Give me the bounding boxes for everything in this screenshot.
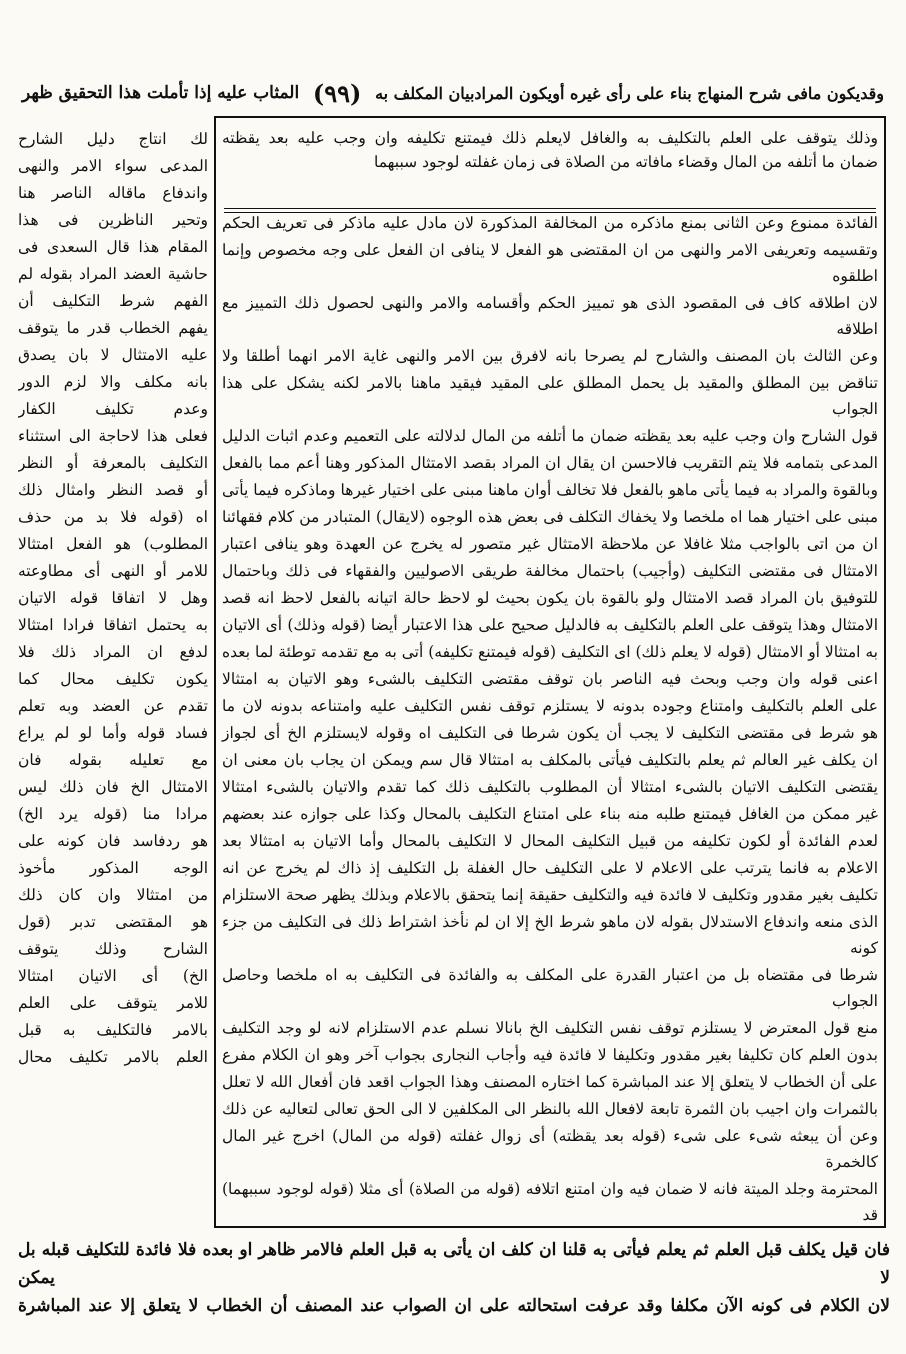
margin-line: فعلى هذا لاحاجة الى استثناء	[18, 427, 208, 445]
margin-line: واندفاع ماقاله الناصر هنا	[18, 184, 208, 202]
commentary-line: ان يكلف غير العالم ثم يعلم بالتكليف فيأتى بالمكلف به امتثالا قال سم ويمكن ان يجاب بان معنى ان	[222, 751, 878, 769]
commentary-line: المدعى بتمامه فلا يتم التقريب فالاحسن ان يقال ان المراد بقصد الامتثال المذكور وهنا أعم مما بالفعل	[222, 454, 878, 472]
footer-line: لان الكلام فى كونه الآن مكلفا وقد عرفت استحالته على ان الصواب عند المصنف أن الخطاب لا يتعلق إلا عند المباشرة	[18, 1296, 890, 1316]
commentary-line: وبالقوة والمراد به فيما يأتى ماهو بالفعل فلا تخالف أوان ماهنا مبنى على اختيار غيرها وماذكره فيما يأتى	[222, 481, 878, 499]
commentary-line: هو شرط فى مقتضى التكليف لا يجب أن يكون شرطا فى التكليف اه وقوله لايستلزم الخ أى لجواز	[222, 724, 878, 742]
commentary-line: وعن الثالث بان المصنف والشارح لم يصرحا بانه لافرق بين الامر والنهى غاية الامر انهما أطلقا ولا	[222, 347, 878, 365]
margin-line: للامر يتوقف على العلم	[18, 994, 208, 1012]
margin-line: هو المقتضى تدبر (قول	[18, 913, 208, 931]
commentary-line: على العلم بالتكليف وامتناع وجوده بدونه لا يستلزم توقف نفس التكليف عليه وامتناعه بدونه لان ما	[222, 697, 878, 715]
margin-line: فساد قوله وأما لو لم يراع	[18, 724, 208, 742]
commentary-line: مبنى على اختيار هما اه ملخصا ولا يخفاك التكلف فى بعض هذه الوجوه (لايقال) المتبادر من كلام فقهائنا	[222, 508, 878, 526]
commentary-line: لعدم الفائدة أو لكون تكليفه من قبيل التكليف المحال لا التكليف بالمحال وأما الاتيان به امتثالا بعد	[222, 832, 878, 850]
commentary-line: المحترمة وجلد الميتة فانه لا ضمان فيه وان امتنع اتلافه (قوله من الصلاة) أى مثلا (قوله لوجود سببهما) قد	[222, 1180, 878, 1224]
margin-line: تقدم عن العضد وبه تعلم	[18, 697, 208, 715]
commentary-line: لان اطلاقه كاف فى المقصود الذى هو تمييز الحكم وأقسامه والامر والنهى لحصول ذلك التمييز مع اطلاقه	[222, 294, 878, 338]
commentary-line: بدون العلم كان تكليفا بغير مقدور وتكليفا لا فائدة فيه وأجاب النجارى بجواب آخر وهو ان الكلام مفرع	[222, 1046, 878, 1064]
margin-line: العلم بالامر تكليف محال	[18, 1048, 208, 1066]
commentary-line: غير ممكن من الغافل فيمتنع طلبه منه بناء على امتناع التكليف بالمحال وكذا على جوازه عند بعضهم	[222, 805, 878, 823]
matn-line: ضمان ما أتلفه من المال وقضاء مافاته من الصلاة فى زمان غفلته لوجود سببهما	[373, 153, 878, 171]
commentary-line: تكليف بغير مقدور وتكليف لا فائدة فيه والتكليف حقيقة إنما يتحقق بالاعلام وبذلك يظهر صحة الاستلزام	[222, 886, 878, 904]
commentary-line: اعنى قوله وان وجب وبحث فيه الناصر بان توقف مقتضى التكليف بالشىء وهو الاتيان به امتثالا	[222, 670, 878, 688]
commentary-line: يقتضى التكليف الاتيان بالشىء امتثالا أن المطلوب بالتكليف ذلك كما تقدم والاتيان بالشىء امتثالا	[222, 778, 878, 796]
margin-line: هو ردفاسد فان كونه على	[18, 832, 208, 850]
commentary-line: منع قول المعترض لا يستلزم توقف نفس التكليف الخ بانالا نسلم عدم الاستلزام لانه لو وجد التكليف	[222, 1019, 878, 1037]
commentary-line: به امتثالا أو الامتثال (قوله لا يعلم ذلك) اى التكليف (قوله فيمتنع تكليفه) أتى به مع تقدمه توطئة لما بعده	[222, 643, 878, 661]
margin-line: من امتثالا وان كان ذلك	[18, 886, 208, 904]
commentary-line: بالثمرات وان اجيب بان الثمرة تابعة لافعال الله بالنظر الى المكلفين لا الى الحق تعالى لتعاليه عن ذلك	[222, 1100, 878, 1118]
commentary-line: وعن أن يبعثه شىء على شىء (قوله بعد يقظته) أى زوال غفلته (قوله من المال) اخرج غير المال كالخمرة	[222, 1127, 878, 1171]
header-right-title: وقديكون مافى شرح المنهاج بناء على رأى غيره أويكون المرادبيان المكلف به	[375, 83, 884, 103]
margin-line: مع تعليله بقوله فان	[18, 751, 208, 769]
margin-line: المطلوب) هو الفعل امتثالا	[18, 535, 208, 553]
commentary-line: تناقض بين المطلق والمقيد بل يحمل المطلق على المقيد فيقيد ماهنا بالامر لكنه يشكل على هذا الجواب	[222, 374, 878, 418]
margin-line: الخ) أى الاتيان امتثالا	[18, 967, 208, 985]
commentary-line: شرطا فى مقتضاه بل من اعتبار القدرة على المكلف به والفائدة فى التكليف به اه ملخصا وحاصل الجواب	[222, 966, 878, 1010]
commentary-line: الامتثال وهذا يتوقف على العلم بالتكليف به فالدليل صحيح على هذا الاعتبار أيضا (قوله وذلك) أى الاتيان	[222, 616, 878, 634]
margin-line: بانه مكلف والا لزم الدور	[18, 373, 208, 391]
margin-line: المدعى سواء الامر والنهى	[18, 157, 208, 175]
header-left-title: المثاب عليه إذا تأملت هذا التحقيق ظهر	[22, 83, 300, 103]
margin-line: المقام هذا قال السعدى فى	[18, 238, 208, 256]
matn-text-block	[222, 126, 878, 174]
margin-line: بالامر فالتكليف به قبل	[18, 1021, 208, 1039]
margin-line: وعدم تكليف الكفار	[18, 400, 208, 418]
commentary-text-block	[222, 210, 878, 1229]
margin-line: التكليف بالمعرفة أو النظر	[18, 454, 208, 472]
commentary-line: الامتثال فى مقتضى التكليف (وأجيب) باحتمال مخالفة طريقى الاصوليين والفقهاء فى ذلك وباحتمال	[222, 562, 878, 580]
margin-line: وهل لا اتفاقا قوله الاتيان	[18, 589, 208, 607]
margin-line: به يحتمل اتفاقا فرادا امتثالا	[18, 616, 208, 634]
margin-line: الشارح وذلك يتوقف	[18, 940, 208, 958]
margin-line: الوجه المذكور مأخوذ	[18, 859, 208, 877]
commentary-line: الذى منعه واندفاع الاستدلال بقوله لان ماهو شرط الخ إلا ان لم نأخذ اشتراط ذلك فى التكليف من جزء كونه	[222, 913, 878, 957]
page-header	[22, 68, 884, 118]
margin-line: وتحير الناظرين فى هذا	[18, 211, 208, 229]
commentary-line: للتوفيق بان المراد قصد الامتثال ولو بالقوة بان يكون بحيث لو لاحظ حالة اتيانه بالفعل لاحظ انه قصد	[222, 589, 878, 607]
margin-line: للامر أو النهى أى مطاوعته	[18, 562, 208, 580]
page-number: (٩٩)	[312, 78, 362, 108]
margin-line: يكون تكليف محال كما	[18, 670, 208, 688]
commentary-line: الفائدة ممنوع وعن الثانى بمنع ماذكره من المخالفة المذكورة لان مادل عليه ماذكر فى تعريف الحكم	[222, 214, 878, 232]
margin-line: الامتثال الخ فان ذلك ليس	[18, 778, 208, 796]
footer-text-block	[18, 1236, 890, 1320]
commentary-line: ان من اتى بالواجب مثلا غافلا عن ملاحظة الامتثال غير متصور له يخرج عن العهدة وهو ينافى اعتبار	[222, 535, 878, 553]
margin-line: يفهم الخطاب قدر ما يتوقف	[18, 319, 208, 337]
margin-line: لك انتاج دليل الشارح	[18, 130, 208, 148]
commentary-line: الاعلام به فانما يترتب على الاعلام لا على التكليف حال الغفلة بل التكليف إذ ذاك لم يخرج عن انه	[222, 859, 878, 877]
margin-line: لدفع ان المراد ذلك فلا	[18, 643, 208, 661]
commentary-line: وتقسيمه وتعريفى الامر والنهى من ان المقتضى هو الفعل لا ينافى ان الفعل على وجه مخصوص وإنما اطلقوه	[222, 241, 878, 285]
footer-line: فان قيل يكلف قبل العلم ثم يعلم فيأتى به قلنا ان كلف ان يأتى به قبل العلم فالامر ظاهر او بعده فلا فائدة للتكليف قبله بل لا يمكن	[18, 1240, 890, 1288]
commentary-line: على أن الخطاب لا يتعلق إلا عند المباشرة كما اختاره المصنف وهذا الجواب اقعد فان أفعال الله لا تعلل	[222, 1073, 878, 1091]
margin-line: عليه الامتثال لا بان يصدق	[18, 346, 208, 364]
margin-line: أو قصد النظر وامثال ذلك	[18, 481, 208, 499]
margin-line: حاشية العضد المراد بقوله لم	[18, 265, 208, 283]
margin-line: الفهم شرط التكليف أن	[18, 292, 208, 310]
margin-line: مرادا منا (قوله يرد الخ)	[18, 805, 208, 823]
margin-gloss-block	[18, 126, 208, 1231]
matn-line: وذلك يتوقف على العلم بالتكليف به والغافل لايعلم ذلك فيمتنع تكليفه وان وجب عليه بعد يقظته	[222, 129, 878, 147]
commentary-line: قول الشارح وان وجب عليه بعد يقظته ضمان ما أتلفه من المال لدلالته على التعميم وعدم اثبات الدليل	[222, 427, 879, 445]
margin-line: اه (قوله فلا بد من حذف	[18, 508, 208, 526]
